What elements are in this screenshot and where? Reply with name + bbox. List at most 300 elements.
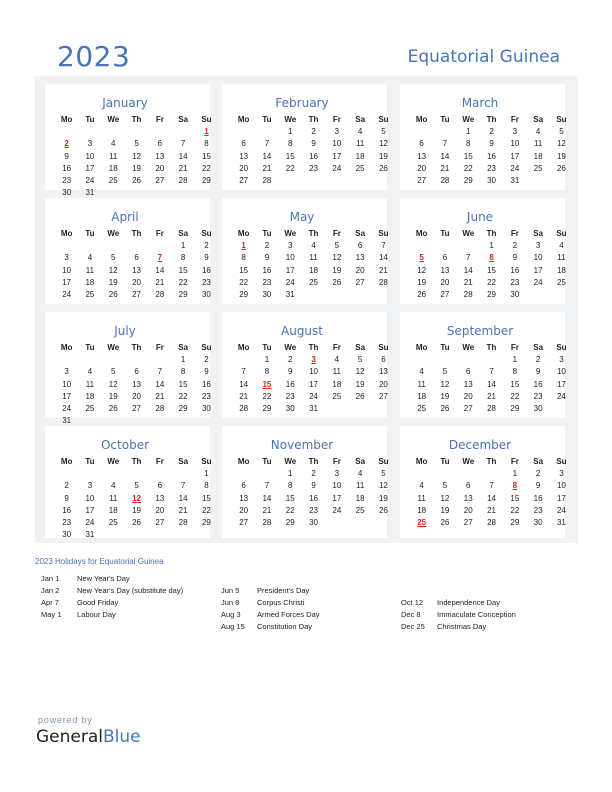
day-cell[interactable]: 19 (378, 151, 388, 161)
day-cell[interactable]: 27 (355, 277, 365, 287)
day-cell[interactable]: 31 (285, 289, 295, 299)
day-cell[interactable]: 18 (309, 265, 318, 275)
day-cell[interactable]: 13 (440, 265, 450, 275)
day-cell[interactable]: 11 (557, 253, 566, 263)
day-cell[interactable]: 22 (262, 391, 272, 401)
day-cell[interactable]: 8 (264, 367, 270, 377)
day-cell[interactable]: 31 (85, 530, 95, 540)
day-cell[interactable]: 19 (108, 277, 118, 287)
day-cell[interactable]: 9 (489, 139, 494, 149)
day-cell[interactable]: 3 (559, 355, 564, 365)
day-cell[interactable]: 6 (134, 367, 139, 377)
day-cell[interactable]: 31 (510, 175, 520, 185)
day-cell[interactable]: 26 (132, 517, 141, 527)
day-cell[interactable]: 22 (201, 505, 211, 515)
day-cell[interactable]: 17 (309, 379, 318, 389)
day-cell[interactable]: 14 (262, 151, 272, 161)
day-cell[interactable]: 12 (440, 379, 450, 389)
day-cell[interactable]: 5 (442, 481, 448, 491)
day-cell[interactable]: 24 (533, 277, 543, 287)
day-cell[interactable]: 19 (132, 505, 141, 515)
day-cell[interactable]: 1 (180, 241, 186, 251)
day-cell[interactable]: 7 (466, 253, 471, 263)
day-cell[interactable]: 11 (332, 367, 341, 377)
day-cell[interactable]: 25 (332, 391, 342, 401)
day-cell[interactable]: 6 (241, 139, 246, 149)
day-cell[interactable]: 20 (355, 265, 365, 275)
day-cell[interactable]: 23 (62, 517, 72, 527)
day-cell[interactable]: 27 (132, 403, 141, 413)
day-cell[interactable]: 14 (155, 379, 165, 389)
day-cell[interactable]: 3 (87, 481, 93, 491)
day-cell[interactable]: 29 (178, 289, 188, 299)
day-cell[interactable]: 6 (157, 481, 163, 491)
day-cell[interactable]: 17 (85, 163, 95, 173)
day-cell[interactable]: 16 (201, 379, 211, 389)
day-cell[interactable]: 28 (378, 277, 388, 287)
day-cell[interactable]: 17 (556, 493, 566, 503)
day-cell[interactable]: 25 (355, 163, 365, 173)
day-cell[interactable]: 31 (556, 517, 566, 527)
day-cell[interactable]: 13 (155, 493, 165, 503)
day-cell[interactable]: 11 (85, 379, 95, 389)
day-cell[interactable]: 23 (262, 277, 272, 287)
day-cell[interactable]: 19 (440, 391, 450, 401)
day-cell[interactable]: 27 (417, 175, 427, 185)
day-cell[interactable]: 23 (62, 175, 72, 185)
day-cell[interactable]: 9 (204, 367, 209, 377)
holiday-day-cell[interactable]: 12 (132, 493, 141, 503)
day-cell[interactable]: 7 (180, 139, 186, 149)
day-cell[interactable]: 21 (178, 163, 188, 173)
day-cell[interactable]: 21 (440, 163, 450, 173)
day-cell[interactable]: 8 (204, 481, 209, 491)
day-cell[interactable]: 21 (178, 505, 188, 515)
day-cell[interactable]: 30 (262, 289, 272, 299)
day-cell[interactable]: 2 (288, 355, 293, 365)
day-cell[interactable]: 20 (155, 163, 165, 173)
day-cell[interactable]: 25 (85, 403, 95, 413)
holiday-day-cell[interactable]: 7 (157, 253, 163, 263)
day-cell[interactable]: 19 (440, 505, 450, 515)
day-cell[interactable]: 26 (378, 505, 388, 515)
day-cell[interactable]: 16 (201, 265, 211, 275)
day-cell[interactable]: 20 (378, 379, 388, 389)
day-cell[interactable]: 15 (463, 151, 473, 161)
day-cell[interactable]: 12 (108, 265, 118, 275)
day-cell[interactable]: 1 (204, 469, 209, 479)
day-cell[interactable]: 9 (264, 253, 270, 263)
day-cell[interactable]: 16 (533, 379, 543, 389)
day-cell[interactable]: 24 (332, 163, 342, 173)
day-cell[interactable]: 6 (241, 481, 246, 491)
day-cell[interactable]: 5 (381, 127, 386, 137)
day-cell[interactable]: 11 (109, 493, 118, 503)
day-cell[interactable]: 23 (510, 277, 520, 287)
day-cell[interactable]: 13 (417, 151, 427, 161)
day-cell[interactable]: 4 (357, 127, 363, 137)
day-cell[interactable]: 30 (309, 517, 318, 527)
day-cell[interactable]: 15 (201, 493, 211, 503)
day-cell[interactable]: 15 (510, 493, 520, 503)
day-cell[interactable]: 14 (178, 151, 188, 161)
day-cell[interactable]: 3 (334, 127, 340, 137)
day-cell[interactable]: 4 (334, 355, 340, 365)
day-cell[interactable]: 17 (62, 277, 72, 287)
day-cell[interactable]: 17 (332, 493, 342, 503)
day-cell[interactable]: 25 (556, 277, 566, 287)
day-cell[interactable]: 31 (309, 403, 318, 413)
day-cell[interactable]: 6 (134, 253, 139, 263)
day-cell[interactable]: 10 (285, 253, 295, 263)
day-cell[interactable]: 2 (204, 241, 209, 251)
day-cell[interactable]: 15 (178, 265, 188, 275)
day-cell[interactable]: 26 (332, 277, 342, 287)
day-cell[interactable]: 9 (64, 493, 69, 503)
day-cell[interactable]: 9 (64, 151, 69, 161)
day-cell[interactable]: 23 (309, 505, 318, 515)
day-cell[interactable]: 5 (111, 367, 116, 377)
day-cell[interactable]: 2 (311, 469, 316, 479)
day-cell[interactable]: 23 (533, 505, 543, 515)
holiday-day-cell[interactable]: 25 (417, 517, 427, 527)
day-cell[interactable]: 23 (309, 163, 318, 173)
day-cell[interactable]: 22 (463, 163, 473, 173)
day-cell[interactable]: 6 (442, 253, 448, 263)
day-cell[interactable]: 9 (204, 253, 209, 263)
day-cell[interactable]: 21 (155, 277, 165, 287)
day-cell[interactable]: 16 (533, 493, 543, 503)
day-cell[interactable]: 12 (440, 493, 450, 503)
day-cell[interactable]: 15 (201, 151, 211, 161)
day-cell[interactable]: 7 (442, 139, 448, 149)
day-cell[interactable]: 18 (533, 151, 543, 161)
day-cell[interactable]: 4 (87, 253, 93, 263)
day-cell[interactable]: 28 (155, 403, 165, 413)
day-cell[interactable]: 29 (285, 517, 295, 527)
day-cell[interactable]: 6 (466, 367, 471, 377)
day-cell[interactable]: 29 (178, 403, 188, 413)
day-cell[interactable]: 24 (556, 505, 566, 515)
day-cell[interactable]: 4 (357, 469, 363, 479)
day-cell[interactable]: 1 (180, 355, 186, 365)
day-cell[interactable]: 30 (285, 403, 295, 413)
day-cell[interactable]: 11 (355, 139, 365, 149)
day-cell[interactable]: 20 (155, 505, 165, 515)
day-cell[interactable]: 8 (204, 139, 209, 149)
day-cell[interactable]: 25 (417, 403, 427, 413)
day-cell[interactable]: 10 (533, 253, 543, 263)
holiday-day-cell[interactable]: 1 (204, 127, 209, 137)
day-cell[interactable]: 12 (355, 367, 365, 377)
day-cell[interactable]: 28 (463, 289, 473, 299)
day-cell[interactable]: 29 (239, 289, 249, 299)
day-cell[interactable]: 2 (311, 127, 316, 137)
day-cell[interactable]: 2 (489, 127, 494, 137)
day-cell[interactable]: 31 (85, 188, 95, 198)
day-cell[interactable]: 22 (510, 505, 520, 515)
holiday-day-cell[interactable]: 2 (64, 139, 69, 149)
day-cell[interactable]: 10 (332, 139, 342, 149)
day-cell[interactable]: 19 (417, 277, 427, 287)
day-cell[interactable]: 20 (132, 391, 141, 401)
day-cell[interactable]: 18 (85, 391, 95, 401)
day-cell[interactable]: 18 (556, 265, 566, 275)
day-cell[interactable]: 16 (309, 493, 318, 503)
day-cell[interactable]: 4 (311, 241, 316, 251)
day-cell[interactable]: 3 (288, 241, 293, 251)
day-cell[interactable]: 23 (487, 163, 496, 173)
day-cell[interactable]: 30 (487, 175, 496, 185)
day-cell[interactable]: 15 (239, 265, 249, 275)
day-cell[interactable]: 1 (264, 355, 270, 365)
day-cell[interactable]: 18 (417, 505, 427, 515)
day-cell[interactable]: 14 (155, 265, 165, 275)
day-cell[interactable]: 18 (85, 277, 95, 287)
day-cell[interactable]: 3 (64, 367, 69, 377)
day-cell[interactable]: 10 (309, 367, 318, 377)
day-cell[interactable]: 1 (288, 127, 293, 137)
day-cell[interactable]: 27 (155, 517, 165, 527)
day-cell[interactable]: 6 (157, 139, 163, 149)
day-cell[interactable]: 7 (264, 139, 270, 149)
day-cell[interactable]: 12 (417, 265, 427, 275)
day-cell[interactable]: 22 (201, 163, 211, 173)
day-cell[interactable]: 14 (463, 265, 473, 275)
day-cell[interactable]: 18 (108, 505, 118, 515)
day-cell[interactable]: 4 (419, 367, 424, 377)
day-cell[interactable]: 17 (556, 379, 566, 389)
day-cell[interactable]: 26 (417, 289, 427, 299)
day-cell[interactable]: 9 (311, 481, 316, 491)
brand-logo[interactable] (36, 727, 141, 747)
day-cell[interactable]: 30 (510, 289, 520, 299)
day-cell[interactable]: 11 (355, 481, 365, 491)
day-cell[interactable]: 29 (262, 403, 272, 413)
day-cell[interactable]: 13 (355, 253, 365, 263)
day-cell[interactable]: 17 (285, 265, 295, 275)
day-cell[interactable]: 27 (239, 517, 249, 527)
day-cell[interactable]: 16 (510, 265, 520, 275)
day-cell[interactable]: 11 (85, 265, 95, 275)
day-cell[interactable]: 25 (533, 163, 543, 173)
day-cell[interactable]: 8 (180, 367, 186, 377)
day-cell[interactable]: 6 (357, 241, 363, 251)
day-cell[interactable]: 14 (378, 253, 388, 263)
day-cell[interactable]: 23 (533, 391, 543, 401)
day-cell[interactable]: 18 (417, 391, 427, 401)
day-cell[interactable]: 28 (155, 289, 165, 299)
day-cell[interactable]: 15 (510, 379, 520, 389)
day-cell[interactable]: 9 (512, 253, 518, 263)
day-cell[interactable]: 25 (108, 517, 118, 527)
day-cell[interactable]: 22 (178, 277, 188, 287)
day-cell[interactable]: 24 (62, 403, 72, 413)
day-cell[interactable]: 10 (85, 493, 95, 503)
day-cell[interactable]: 16 (285, 379, 295, 389)
day-cell[interactable]: 24 (62, 289, 72, 299)
day-cell[interactable]: 13 (239, 151, 249, 161)
day-cell[interactable]: 19 (332, 265, 342, 275)
day-cell[interactable]: 4 (419, 481, 424, 491)
day-cell[interactable]: 19 (132, 163, 141, 173)
day-cell[interactable]: 29 (510, 517, 520, 527)
day-cell[interactable]: 13 (239, 493, 249, 503)
holiday-day-cell[interactable]: 3 (311, 355, 316, 365)
day-cell[interactable]: 10 (62, 379, 72, 389)
day-cell[interactable]: 21 (378, 265, 388, 275)
day-cell[interactable]: 7 (489, 367, 494, 377)
day-cell[interactable]: 20 (440, 277, 450, 287)
day-cell[interactable]: 3 (87, 139, 93, 149)
day-cell[interactable]: 24 (85, 517, 95, 527)
day-cell[interactable]: 14 (262, 493, 272, 503)
day-cell[interactable]: 16 (62, 505, 72, 515)
day-cell[interactable]: 19 (355, 379, 365, 389)
day-cell[interactable]: 28 (487, 517, 496, 527)
day-cell[interactable]: 5 (334, 241, 340, 251)
day-cell[interactable]: 23 (201, 391, 211, 401)
day-cell[interactable]: 5 (134, 139, 139, 149)
day-cell[interactable]: 26 (108, 403, 118, 413)
day-cell[interactable]: 28 (262, 175, 272, 185)
day-cell[interactable]: 2 (204, 355, 209, 365)
day-cell[interactable]: 8 (288, 481, 293, 491)
day-cell[interactable]: 30 (201, 403, 211, 413)
day-cell[interactable]: 7 (180, 481, 186, 491)
day-cell[interactable]: 28 (178, 175, 188, 185)
day-cell[interactable]: 10 (85, 151, 95, 161)
day-cell[interactable]: 3 (64, 253, 69, 263)
day-cell[interactable]: 25 (355, 505, 365, 515)
day-cell[interactable]: 7 (489, 481, 494, 491)
day-cell[interactable]: 26 (440, 403, 450, 413)
day-cell[interactable]: 12 (132, 151, 141, 161)
day-cell[interactable]: 18 (108, 163, 118, 173)
day-cell[interactable]: 26 (108, 289, 118, 299)
day-cell[interactable]: 13 (378, 367, 388, 377)
day-cell[interactable]: 20 (239, 163, 249, 173)
day-cell[interactable]: 22 (510, 391, 520, 401)
day-cell[interactable]: 22 (285, 163, 295, 173)
day-cell[interactable]: 22 (178, 391, 188, 401)
day-cell[interactable]: 24 (309, 391, 318, 401)
holiday-day-cell[interactable]: 1 (241, 241, 246, 251)
day-cell[interactable]: 30 (201, 289, 211, 299)
day-cell[interactable]: 27 (155, 175, 165, 185)
day-cell[interactable]: 18 (332, 379, 342, 389)
day-cell[interactable]: 19 (556, 151, 566, 161)
day-cell[interactable]: 3 (559, 469, 564, 479)
day-cell[interactable]: 25 (309, 277, 318, 287)
day-cell[interactable]: 18 (355, 151, 365, 161)
day-cell[interactable]: 22 (239, 277, 249, 287)
day-cell[interactable]: 18 (355, 493, 365, 503)
day-cell[interactable]: 5 (111, 253, 116, 263)
day-cell[interactable]: 24 (285, 277, 295, 287)
day-cell[interactable]: 9 (535, 367, 541, 377)
day-cell[interactable]: 26 (378, 163, 388, 173)
day-cell[interactable]: 8 (288, 139, 293, 149)
day-cell[interactable]: 20 (417, 163, 427, 173)
day-cell[interactable]: 7 (264, 481, 270, 491)
day-cell[interactable]: 15 (487, 265, 496, 275)
day-cell[interactable]: 31 (62, 416, 72, 426)
day-cell[interactable]: 17 (332, 151, 342, 161)
day-cell[interactable]: 13 (132, 265, 141, 275)
day-cell[interactable]: 2 (535, 355, 541, 365)
day-cell[interactable]: 14 (178, 493, 188, 503)
day-cell[interactable]: 28 (239, 403, 249, 413)
day-cell[interactable]: 27 (463, 517, 473, 527)
day-cell[interactable]: 3 (334, 469, 340, 479)
day-cell[interactable]: 20 (132, 277, 141, 287)
day-cell[interactable]: 11 (109, 151, 118, 161)
day-cell[interactable]: 13 (463, 493, 473, 503)
day-cell[interactable]: 21 (239, 391, 249, 401)
day-cell[interactable]: 12 (108, 379, 118, 389)
day-cell[interactable]: 4 (87, 367, 93, 377)
day-cell[interactable]: 27 (378, 391, 388, 401)
day-cell[interactable]: 25 (108, 175, 118, 185)
day-cell[interactable]: 30 (533, 517, 543, 527)
day-cell[interactable]: 30 (533, 403, 543, 413)
day-cell[interactable]: 4 (111, 481, 116, 491)
day-cell[interactable]: 5 (357, 355, 363, 365)
day-cell[interactable]: 8 (512, 367, 518, 377)
day-cell[interactable]: 1 (512, 469, 518, 479)
day-cell[interactable]: 2 (264, 241, 270, 251)
day-cell[interactable]: 4 (111, 139, 116, 149)
day-cell[interactable]: 2 (512, 241, 518, 251)
day-cell[interactable]: 2 (64, 481, 69, 491)
day-cell[interactable]: 24 (332, 505, 342, 515)
day-cell[interactable]: 23 (285, 391, 295, 401)
day-cell[interactable]: 11 (309, 253, 318, 263)
day-cell[interactable]: 10 (556, 367, 566, 377)
day-cell[interactable]: 22 (487, 277, 496, 287)
day-cell[interactable]: 23 (201, 277, 211, 287)
day-cell[interactable]: 14 (487, 493, 496, 503)
day-cell[interactable]: 27 (132, 289, 141, 299)
day-cell[interactable]: 16 (487, 151, 496, 161)
holiday-day-cell[interactable]: 8 (512, 481, 518, 491)
day-cell[interactable]: 6 (381, 355, 386, 365)
day-cell[interactable]: 12 (378, 481, 388, 491)
day-cell[interactable]: 13 (463, 379, 473, 389)
day-cell[interactable]: 16 (62, 163, 72, 173)
day-cell[interactable]: 9 (535, 481, 541, 491)
day-cell[interactable]: 10 (556, 481, 566, 491)
day-cell[interactable]: 28 (487, 403, 496, 413)
day-cell[interactable]: 5 (559, 127, 564, 137)
day-cell[interactable]: 28 (178, 517, 188, 527)
day-cell[interactable]: 11 (417, 493, 426, 503)
day-cell[interactable]: 22 (285, 505, 295, 515)
day-cell[interactable]: 10 (332, 481, 342, 491)
day-cell[interactable]: 5 (442, 367, 448, 377)
day-cell[interactable]: 26 (355, 391, 365, 401)
day-cell[interactable]: 15 (285, 151, 295, 161)
day-cell[interactable]: 14 (487, 379, 496, 389)
day-cell[interactable]: 12 (378, 139, 388, 149)
day-cell[interactable]: 8 (241, 253, 246, 263)
day-cell[interactable]: 10 (510, 139, 520, 149)
day-cell[interactable]: 26 (440, 517, 450, 527)
day-cell[interactable]: 24 (85, 175, 95, 185)
day-cell[interactable]: 20 (239, 505, 249, 515)
day-cell[interactable]: 28 (440, 175, 450, 185)
